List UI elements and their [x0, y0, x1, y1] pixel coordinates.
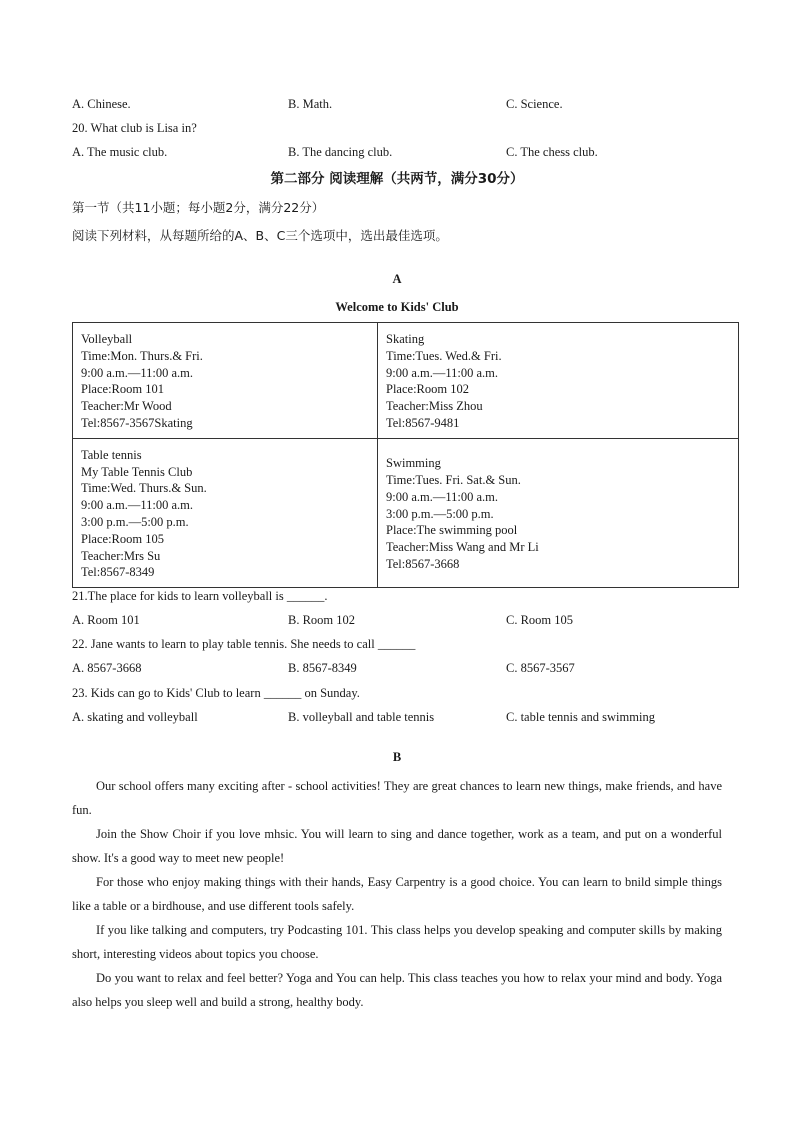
passage-b-paragraph-1: Our school offers many exciting after - school activities! They are great chances to learn new things, make friends, and have fun.: [72, 779, 722, 817]
q23-option-a: A. skating and volleyball: [72, 710, 198, 724]
q22-options: [72, 660, 732, 676]
q19-options: [72, 96, 732, 112]
swimming-tel: Tel:8567-3668: [386, 556, 460, 571]
swimming-cell: [378, 438, 739, 587]
volleyball-title: Volleyball: [81, 332, 133, 346]
volleyball-teacher: Teacher:Mr Wood: [81, 399, 172, 414]
q23-question: 23. Kids can go to Kids' Club to learn ______ on Sunday.: [72, 686, 360, 700]
volleyball-time: Time:Mon. Thurs.& Fri.: [81, 348, 203, 363]
swimming-hours-pm: 3:00 p.m.—5:00 p.m.: [386, 506, 494, 521]
table-row: [73, 323, 739, 439]
swimming-place: Place:The swimming pool: [386, 523, 518, 538]
q22-option-b: B. 8567-8349: [288, 661, 357, 675]
volleyball-place: Place:Room 101: [81, 382, 164, 397]
skating-time: Time:Tues. Wed.& Fri.: [386, 348, 502, 363]
section1-heading: 第一节（共11小题；每小题2分，满分22分）: [72, 200, 325, 215]
skating-teacher: Teacher:Miss Zhou: [386, 399, 483, 414]
table-tennis-title: Table tennis: [81, 447, 142, 462]
q22-option-c: C. 8567-3567: [506, 661, 575, 675]
swimming-hours-am: 9:00 a.m.—11:00 a.m.: [386, 489, 499, 504]
clubs-table: [72, 322, 739, 588]
volleyball-cell: [73, 323, 378, 439]
q20-options: [72, 144, 732, 160]
table-tennis-cell: [73, 438, 378, 587]
reading-instruction: 阅读下列材料，从每题所给的A、B、C三个选项中，选出最佳选项。: [72, 228, 448, 243]
skating-hours: 9:00 a.m.—11:00 a.m.: [386, 365, 499, 380]
skating-place: Place:Room 102: [386, 382, 469, 397]
q21-option-c: C. Room 105: [506, 613, 574, 627]
skating-cell: [378, 323, 739, 439]
q22-option-a: A. 8567-3668: [72, 661, 142, 675]
q19-option-c: C. Science.: [506, 97, 563, 111]
skating-tel: Tel:8567-9481: [386, 415, 460, 430]
q23-option-b: B. volleyball and table tennis: [288, 710, 435, 724]
q21-question: 21.The place for kids to learn volleyball is ______.: [72, 589, 328, 603]
q19-option-b: B. Math.: [288, 97, 333, 111]
table-tennis-time: Time:Wed. Thurs.& Sun.: [81, 481, 207, 496]
passage-b-paragraph-3: For those who enjoy making things with their hands, Easy Carpentry is a good choice. You can learn to bnild simple things like a table or a birdhouse, and use different tools safely.: [72, 875, 722, 913]
passage-a-title: Welcome to Kids' Club: [335, 300, 459, 314]
volleyball-hours: 9:00 a.m.—11:00 a.m.: [81, 365, 194, 380]
q20-question: 20. What club is Lisa in?: [72, 121, 197, 135]
q22-question: 22. Jane wants to learn to play table tennis. She needs to call ______: [72, 637, 416, 651]
passage-a-letter: A: [392, 272, 402, 286]
volleyball-tel: Tel:8567-3567Skating: [81, 415, 193, 430]
swimming-time: Time:Tues. Fri. Sat.& Sun.: [386, 472, 521, 487]
table-tennis-place: Place:Room 105: [81, 531, 164, 546]
table-tennis-hours-pm: 3:00 p.m.—5:00 p.m.: [81, 514, 189, 529]
passage-b-paragraph-5: Do you want to relax and feel better? Yoga and You can help. This class teaches you how to relax your mind and body. Yoga also helps you sleep well and build a strong, healthy body.: [72, 971, 722, 1009]
table-tennis-tel: Tel:8567-8349: [81, 565, 155, 580]
table-row: [73, 438, 739, 587]
table-tennis-hours-am: 9:00 a.m.—11:00 a.m.: [81, 498, 194, 513]
swimming-teacher: Teacher:Miss Wang and Mr Li: [386, 540, 539, 555]
q21-option-a: A. Room 101: [72, 613, 140, 627]
table-tennis-club: My Table Tennis Club: [81, 464, 193, 479]
part2-heading: 第二部分 阅读理解（共两节，满分30分）: [270, 171, 524, 187]
passage-b-paragraph-2: Join the Show Choir if you love mhsic. You will learn to sing and dance together, work as a team, and put on a wonderful show. It's a good way to meet new people!: [72, 827, 722, 865]
q19-option-a: A. Chinese.: [72, 97, 131, 111]
skating-title: Skating: [386, 332, 425, 346]
q21-options: [72, 612, 732, 628]
passage-b-letter: B: [392, 750, 402, 764]
swimming-title: Swimming: [386, 456, 441, 471]
passage-b-paragraph-4: If you like talking and computers, try Podcasting 101. This class helps you develop speaking and computer skills by making short, interesting videos about topics you choose.: [72, 923, 722, 961]
q23-option-c: C. table tennis and swimming: [506, 710, 655, 724]
q20-option-c: C. The chess club.: [506, 145, 598, 159]
table-tennis-teacher: Teacher:Mrs Su: [81, 548, 161, 563]
q21-option-b: B. Room 102: [288, 613, 356, 627]
q20-option-b: B. The dancing club.: [288, 145, 393, 159]
q23-options: [72, 709, 732, 725]
q20-option-a: A. The music club.: [72, 145, 168, 159]
